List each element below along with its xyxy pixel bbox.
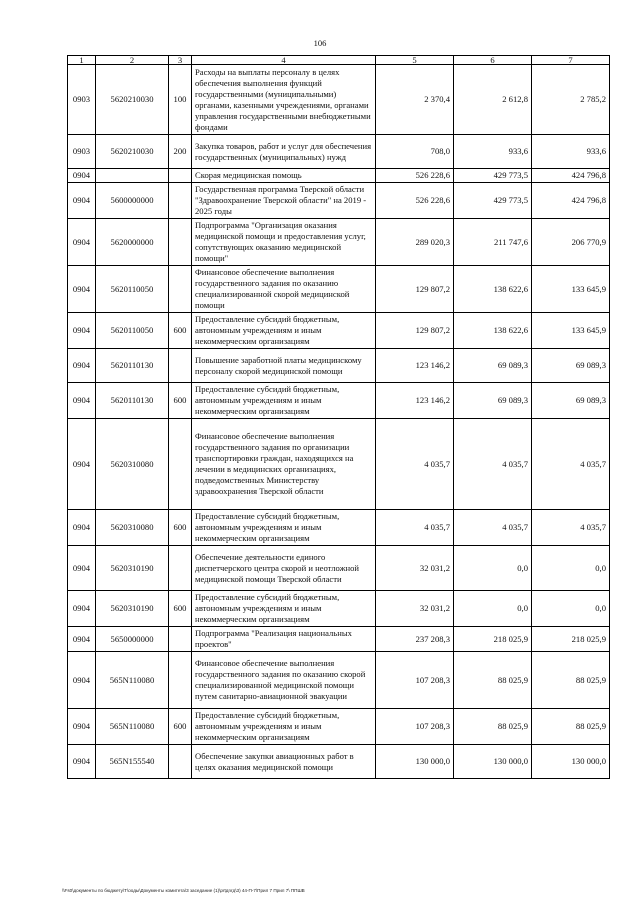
row-value-cell: 69 089,3	[454, 383, 532, 419]
table-row	[68, 135, 610, 169]
row-code-cell: 5620310080	[96, 510, 169, 546]
row-name-cell: Скорая медицинская помощь	[192, 169, 376, 183]
row-type-cell	[169, 183, 192, 219]
row-value-cell: 88 025,9	[532, 709, 610, 745]
row-value-cell: 4 035,7	[376, 419, 454, 510]
row-section-cell: 0904	[68, 183, 96, 219]
header-cell: 4	[192, 56, 376, 65]
row-section-cell: 0904	[68, 349, 96, 383]
table-row	[68, 546, 610, 591]
row-name-cell: Подпрограмма "Организация оказания медицинской помощи и предоставления услуг, сопутствующих оказанию медицинской помощи"	[192, 219, 376, 266]
row-value-cell: 88 025,9	[532, 652, 610, 709]
row-section-cell: 0904	[68, 591, 96, 627]
row-name-cell: Предоставление субсидий бюджетным, автономным учреждениям и иным некоммерческим организациям	[192, 383, 376, 419]
row-value-cell: 123 146,2	[376, 349, 454, 383]
row-code-cell: 5620110130	[96, 383, 169, 419]
row-value-cell: 424 796,8	[532, 183, 610, 219]
row-value-cell: 526 228,6	[376, 183, 454, 219]
row-name-cell: Финансовое обеспечение выполнения государственного задания по организации транспортировки граждан, находящихся на лечении в медицинских организациях, подведомственных Министерству здравоохранения Тверской области	[192, 419, 376, 510]
row-type-cell	[169, 169, 192, 183]
row-code-cell: 5650000000	[96, 627, 169, 652]
row-code-cell: 5620000000	[96, 219, 169, 266]
row-code-cell	[96, 169, 169, 183]
row-name-cell: Государственная программа Тверской области "Здравоохранение Тверской области" на 2019 - 2025 годы	[192, 183, 376, 219]
row-code-cell: 5620310080	[96, 419, 169, 510]
row-type-cell: 600	[169, 510, 192, 546]
row-code-cell: 565N110080	[96, 652, 169, 709]
row-value-cell: 69 089,3	[532, 383, 610, 419]
row-value-cell: 4 035,7	[532, 419, 610, 510]
row-value-cell: 526 228,6	[376, 169, 454, 183]
row-value-cell: 130 000,0	[454, 745, 532, 779]
row-code-cell: 5600000000	[96, 183, 169, 219]
header-cell: 7	[532, 56, 610, 65]
row-value-cell: 218 025,9	[532, 627, 610, 652]
row-value-cell: 429 773,5	[454, 183, 532, 219]
row-section-cell: 0904	[68, 652, 96, 709]
row-name-cell: Повышение заработной платы медицинскому персоналу скорой медицинской помощи	[192, 349, 376, 383]
row-type-cell	[169, 219, 192, 266]
row-value-cell: 0,0	[532, 591, 610, 627]
row-value-cell: 4 035,7	[454, 419, 532, 510]
table-row	[68, 219, 610, 266]
row-value-cell: 289 020,3	[376, 219, 454, 266]
row-value-cell: 708,0	[376, 135, 454, 169]
row-value-cell: 129 807,2	[376, 266, 454, 313]
table-row	[68, 627, 610, 652]
table-row	[68, 709, 610, 745]
page-number: 106	[313, 38, 327, 48]
row-code-cell: 565N110080	[96, 709, 169, 745]
row-name-cell: Предоставление субсидий бюджетным, автономным учреждениям и иным некоммерческим организациям	[192, 510, 376, 546]
row-value-cell: 0,0	[532, 546, 610, 591]
table-row	[68, 383, 610, 419]
row-name-cell: Предоставление субсидий бюджетным, автономным учреждениям и иным некоммерческим организациям	[192, 591, 376, 627]
row-value-cell: 107 208,3	[376, 652, 454, 709]
header-cell: 6	[454, 56, 532, 65]
row-value-cell: 130 000,0	[532, 745, 610, 779]
row-type-cell: 200	[169, 135, 192, 169]
row-name-cell: Подпрограмма "Реализация национальных проектов"	[192, 627, 376, 652]
row-type-cell	[169, 419, 192, 510]
row-name-cell: Предоставление субсидий бюджетным, автономным учреждениям и иным некоммерческим организациям	[192, 313, 376, 349]
row-section-cell: 0904	[68, 219, 96, 266]
row-name-cell: Обеспечение деятельности единого диспетчерского центра скорой и неотложной медицинской помощи Тверской области	[192, 546, 376, 591]
row-name-cell: Предоставление субсидий бюджетным, автономным учреждениям и иным некоммерческим организациям	[192, 709, 376, 745]
row-value-cell: 4 035,7	[532, 510, 610, 546]
row-name-cell: Финансовое обеспечение выполнения государственного задания по оказанию специализированной скорой медицинской помощи	[192, 266, 376, 313]
table-row	[68, 169, 610, 183]
row-code-cell: 5620310190	[96, 546, 169, 591]
header-cell: 3	[169, 56, 192, 65]
row-value-cell: 88 025,9	[454, 652, 532, 709]
row-name-cell: Закупка товаров, работ и услуг для обеспечения государственных (муниципальных) нужд	[192, 135, 376, 169]
table-row	[68, 510, 610, 546]
row-type-cell	[169, 745, 192, 779]
row-section-cell: 0903	[68, 65, 96, 135]
row-value-cell: 107 208,3	[376, 709, 454, 745]
header-cell: 5	[376, 56, 454, 65]
row-value-cell: 4 035,7	[454, 510, 532, 546]
row-section-cell: 0904	[68, 313, 96, 349]
table-row	[68, 266, 610, 313]
header-cell: 2	[96, 56, 169, 65]
row-type-cell	[169, 546, 192, 591]
row-value-cell: 133 645,9	[532, 266, 610, 313]
row-value-cell: 218 025,9	[454, 627, 532, 652]
row-code-cell: 5620110050	[96, 266, 169, 313]
row-value-cell: 211 747,6	[454, 219, 532, 266]
table-row	[68, 183, 610, 219]
row-value-cell: 237 208,3	[376, 627, 454, 652]
row-code-cell: 5620110050	[96, 313, 169, 349]
header-row	[68, 56, 610, 65]
row-name-cell: Расходы на выплаты персоналу в целях обеспечения выполнения функций государственными (муниципальными) органами, казенными учреждениями, органами управления государственными внебюджетными фондами	[192, 65, 376, 135]
row-section-cell: 0904	[68, 383, 96, 419]
row-type-cell: 600	[169, 313, 192, 349]
table-row	[68, 349, 610, 383]
row-section-cell: 0904	[68, 627, 96, 652]
row-value-cell: 32 031,2	[376, 546, 454, 591]
footer-file-path: \\Fs0\документы по бюджету\Т\ооды\Документы комитета\3 заседание (1)\рrtдnrд\3) 44-П-7\Прил 7 Прил 7\ ППШВ	[62, 888, 305, 893]
row-value-cell: 69 089,3	[532, 349, 610, 383]
row-value-cell: 0,0	[454, 591, 532, 627]
row-type-cell	[169, 652, 192, 709]
row-value-cell: 429 773,5	[454, 169, 532, 183]
row-name-cell: Финансовое обеспечение выполнения государственного задания по оказанию скорой специализированной медицинской помощи путем санитарно-авиационной эвакуации	[192, 652, 376, 709]
row-value-cell: 2 612,8	[454, 65, 532, 135]
row-type-cell	[169, 349, 192, 383]
table-row	[68, 591, 610, 627]
row-section-cell: 0904	[68, 169, 96, 183]
table-row	[68, 65, 610, 135]
row-value-cell: 123 146,2	[376, 383, 454, 419]
row-code-cell: 5620310190	[96, 591, 169, 627]
table-row	[68, 652, 610, 709]
row-value-cell: 4 035,7	[376, 510, 454, 546]
row-code-cell: 565N155540	[96, 745, 169, 779]
row-code-cell: 5620110130	[96, 349, 169, 383]
row-section-cell: 0904	[68, 745, 96, 779]
row-section-cell: 0904	[68, 419, 96, 510]
row-section-cell: 0904	[68, 709, 96, 745]
row-value-cell: 138 622,6	[454, 266, 532, 313]
row-type-cell: 600	[169, 709, 192, 745]
row-type-cell: 600	[169, 383, 192, 419]
table-row	[68, 313, 610, 349]
header-cell: 1	[68, 56, 96, 65]
row-type-cell	[169, 627, 192, 652]
table-row	[68, 745, 610, 779]
row-type-cell	[169, 266, 192, 313]
row-value-cell: 130 000,0	[376, 745, 454, 779]
row-value-cell: 933,6	[532, 135, 610, 169]
row-value-cell: 2 785,2	[532, 65, 610, 135]
row-section-cell: 0904	[68, 546, 96, 591]
table-row	[68, 419, 610, 510]
row-code-cell: 5620210030	[96, 135, 169, 169]
budget-table	[67, 55, 610, 779]
row-type-cell: 600	[169, 591, 192, 627]
row-value-cell: 129 807,2	[376, 313, 454, 349]
row-code-cell: 5620210030	[96, 65, 169, 135]
row-type-cell: 100	[169, 65, 192, 135]
row-value-cell: 424 796,8	[532, 169, 610, 183]
row-section-cell: 0904	[68, 510, 96, 546]
row-value-cell: 0,0	[454, 546, 532, 591]
row-name-cell: Обеспечение закупки авиационных работ в целях оказания медицинской помощи	[192, 745, 376, 779]
row-value-cell: 933,6	[454, 135, 532, 169]
row-value-cell: 88 025,9	[454, 709, 532, 745]
row-section-cell: 0903	[68, 135, 96, 169]
row-value-cell: 133 645,9	[532, 313, 610, 349]
row-value-cell: 138 622,6	[454, 313, 532, 349]
row-value-cell: 32 031,2	[376, 591, 454, 627]
row-value-cell: 69 089,3	[454, 349, 532, 383]
row-section-cell: 0904	[68, 266, 96, 313]
row-value-cell: 206 770,9	[532, 219, 610, 266]
row-value-cell: 2 370,4	[376, 65, 454, 135]
